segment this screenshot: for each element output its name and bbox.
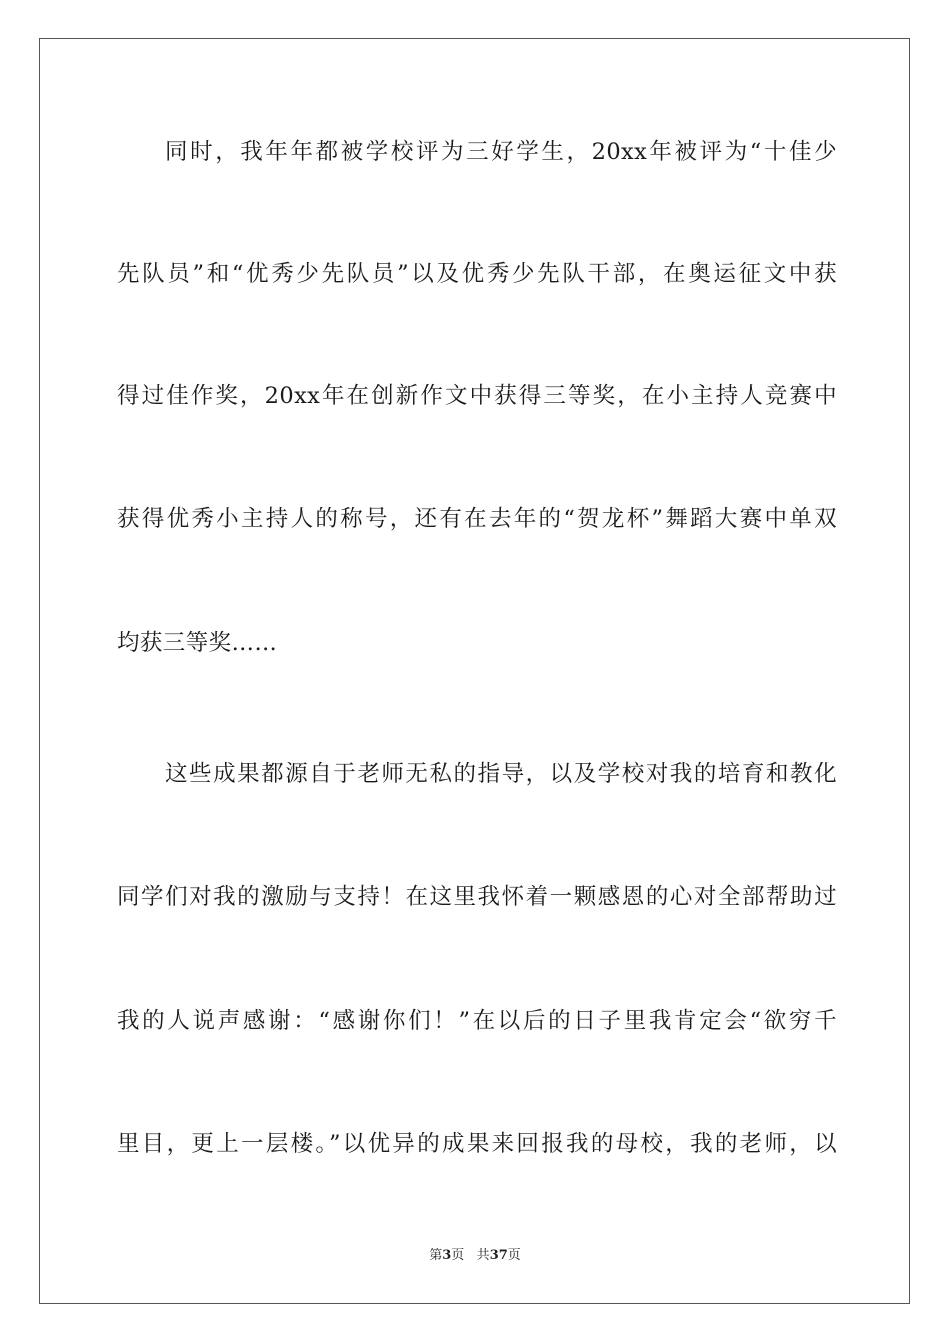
footer-prefix: 第 [429,1248,443,1263]
total-pages-number: 37 [489,1248,508,1263]
paragraph-line: 同时，我年年都被学校评为三好学生，20xx年被评为“十佳少 [165,139,837,165]
paragraph-line: 我的人说声感谢：“感谢你们！”在以后的日子里我肯定会“欲穷千 [117,1008,837,1034]
footer-total-unit: 页 [507,1248,521,1263]
paragraph-line: 获得优秀小主持人的称号，还有在去年的“贺龙杯”舞蹈大赛中单双 [117,506,837,532]
paragraph-line: 先队员”和“优秀少先队员”以及优秀少先队干部，在奥运征文中获 [117,261,837,287]
current-page-number: 3 [442,1248,452,1263]
paragraph-line: 同学们对我的激励与支持！在这里我怀着一颗感恩的心对全部帮助过 [117,884,837,910]
paragraph-line: 里目，更上一层楼。”以优异的成果来回报我的母校，我的老师，以 [117,1131,837,1157]
paragraph-line: 这些成果都源自于老师无私的指导，以及学校对我的培育和教化 [165,761,837,787]
page-footer [0,1247,950,1265]
page-frame [39,38,910,1304]
footer-total-prefix: 共 [476,1248,490,1263]
footer-page-unit: 页 [451,1248,465,1263]
paragraph-line: 得过佳作奖，20xx年在创新作文中获得三等奖，在小主持人竞赛中 [117,383,837,409]
paragraph-line: 均获三等奖…… [117,630,278,656]
